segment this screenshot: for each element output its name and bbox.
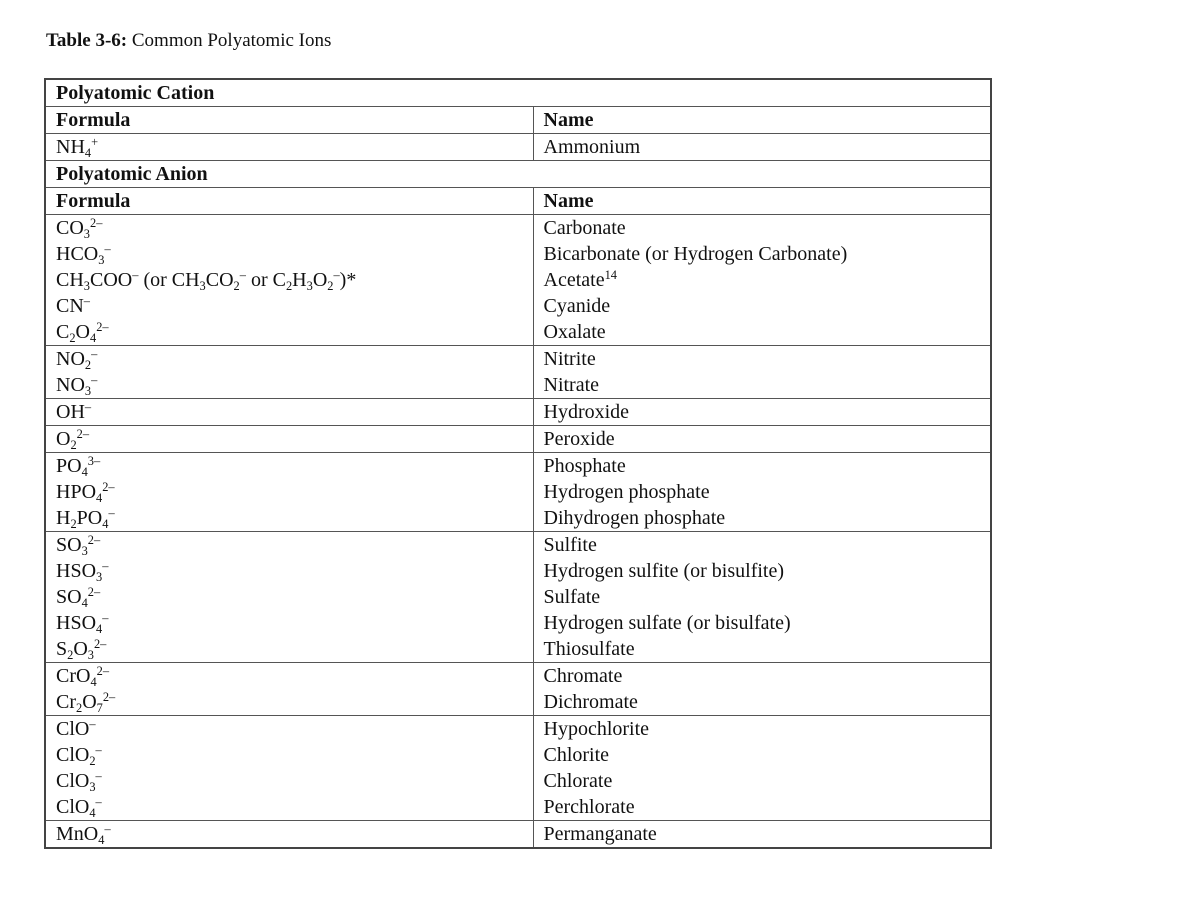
anion-group (45, 215, 991, 346)
name-text: Hydroxide (543, 401, 630, 423)
name-text: Hypochlorite (543, 718, 650, 740)
anion-formula-cell (45, 215, 533, 346)
anion-section-title: Polyatomic Anion (45, 161, 991, 188)
name-text: Carbonate (543, 217, 626, 239)
formula-text: $HSO_3^-$ (56, 559, 109, 584)
formula-text: $NH_4^+$ (56, 135, 99, 160)
anion-group (45, 346, 991, 399)
formula-text: $Cr_2O_7^{2-}$ (56, 690, 116, 715)
anion-name-cell (533, 346, 991, 399)
anion-name-cell (533, 663, 991, 716)
formula-text: $H_2PO_4^-$ (56, 506, 115, 531)
name-text: Dihydrogen phosphate (543, 507, 726, 529)
name-text: Dichromate (543, 691, 638, 713)
anion-name-cell (533, 215, 991, 346)
anion-formula-cell (45, 399, 533, 426)
anion-formula-cell (45, 663, 533, 716)
name-text: Acetate$^{14}$ (543, 268, 617, 291)
cation-name-header: Name (533, 107, 991, 134)
formula-text: $CO_3^{2-}$ (56, 216, 103, 241)
formula-text: ClO$_4$– (56, 795, 102, 820)
anion-formula-cell (45, 532, 533, 663)
name-text: Chromate (543, 665, 623, 687)
name-text: Bicarbonate (or Hydrogen Carbonate) (543, 243, 848, 265)
anion-formula-cell (45, 453, 533, 532)
name-text: Chlorite (543, 744, 610, 766)
cation-formula (45, 134, 533, 161)
cation-name (533, 134, 991, 161)
formula-text: MnO$_4$– (56, 822, 111, 847)
name-text: Phosphate (543, 455, 626, 477)
name-text: Ammonium (543, 136, 641, 158)
formula-text: $PO_4^{3-}$ (56, 454, 101, 479)
formula-text: $HPO_4^{2-}$ (56, 480, 115, 505)
name-text: Permanganate (543, 823, 657, 845)
table-title: Common Polyatomic Ions (131, 30, 332, 51)
anion-formula-cell (45, 346, 533, 399)
name-text: Hydrogen sulfate (or bisulfate) (543, 612, 791, 634)
table-caption (46, 30, 331, 52)
anion-group (45, 426, 991, 453)
anion-name-cell (533, 426, 991, 453)
anion-group (45, 821, 991, 849)
name-text: Sulfite (543, 534, 597, 556)
formula-text: CN– (56, 294, 90, 317)
name-text: Cyanide (543, 295, 611, 317)
cation-row (45, 134, 991, 161)
formula-text: $NO_3^-$ (56, 373, 98, 398)
name-text: Nitrite (543, 348, 596, 370)
anion-name-cell (533, 532, 991, 663)
anion-name-cell (533, 453, 991, 532)
name-text: Thiosulfate (543, 638, 635, 660)
anion-name-cell (533, 821, 991, 849)
anion-name-cell (533, 399, 991, 426)
table-number: Table 3-6: (46, 30, 128, 51)
anion-column-headers (45, 188, 991, 215)
anion-section-header (45, 161, 991, 188)
name-text: Sulfate (543, 586, 601, 608)
name-text: Nitrate (543, 374, 600, 396)
formula-text: ClO$_3$– (56, 769, 102, 794)
anion-formula-header: Formula (45, 188, 533, 215)
formula-text: $SO_4^{2-}$ (56, 585, 101, 610)
name-text: Chlorate (543, 770, 613, 792)
formula-text: $C_2O_4^{2-}$ (56, 320, 109, 345)
anion-name-header: Name (533, 188, 991, 215)
formula-text: CrO$_4^{2-}$ (56, 664, 110, 689)
name-text: Hydrogen sulfite (or bisulfite) (543, 560, 784, 582)
name-text: Peroxide (543, 428, 615, 450)
cation-column-headers (45, 107, 991, 134)
anion-group (45, 399, 991, 426)
formula-text: $CH_3COO^-$ (or $CH_3CO_2^-$ or $C_2H_3O_2^-)*$ (56, 268, 357, 293)
cation-formula-header: Formula (45, 107, 533, 134)
anion-group (45, 663, 991, 716)
cation-section-header (45, 79, 991, 107)
formula-text: OH– (56, 400, 92, 423)
formula-text: $SO_3^{2-}$ (56, 533, 101, 558)
anion-group (45, 532, 991, 663)
formula-text: $S_2O_3^{2-}$ (56, 637, 107, 662)
formula-text: $O_2^{2-}$ (56, 427, 90, 452)
polyatomic-ions-table (44, 78, 992, 849)
anion-formula-cell (45, 821, 533, 849)
formula-text: $HSO_4^-$ (56, 611, 109, 636)
formula-text: ClO– (56, 717, 96, 740)
anion-group (45, 716, 991, 821)
table-body (45, 79, 991, 848)
name-text: Perchlorate (543, 796, 635, 818)
formula-text: $HCO_3^-$ (56, 242, 111, 267)
name-text: Hydrogen phosphate (543, 481, 710, 503)
anion-formula-cell (45, 426, 533, 453)
formula-text: $NO_2^-$ (56, 347, 98, 372)
anion-name-cell (533, 716, 991, 821)
cation-section-title: Polyatomic Cation (45, 79, 991, 107)
anion-group (45, 453, 991, 532)
formula-text: ClO$_2$– (56, 743, 102, 768)
anion-formula-cell (45, 716, 533, 821)
name-text: Oxalate (543, 321, 606, 343)
